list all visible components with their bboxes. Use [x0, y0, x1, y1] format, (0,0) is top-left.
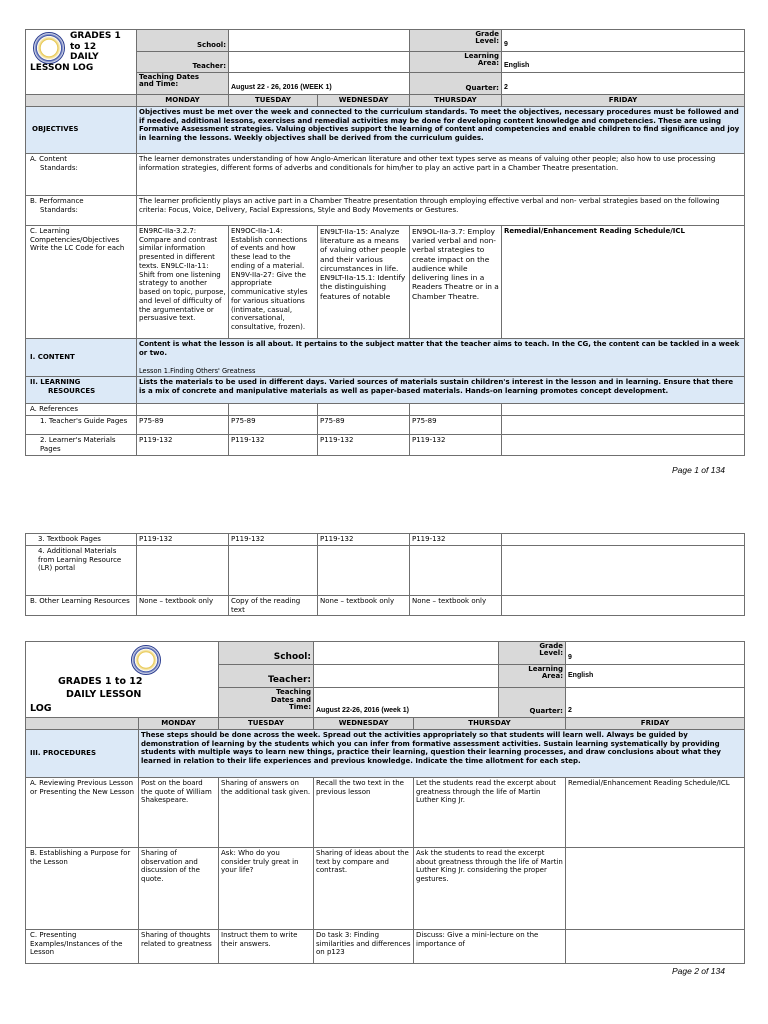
teaching-dates-label-2: Teaching Dates and Time:: [219, 688, 314, 718]
other-tuesday: Copy of the reading text: [229, 595, 318, 616]
textbook-tuesday: P119-132: [229, 534, 318, 546]
textbook-thursday: P119-132: [410, 534, 502, 546]
other-monday: None – textbook only: [137, 595, 229, 616]
procedure-b-thursday: Ask the students to read the excerpt about greatness through the life of Martin Luther King Jr. considering the proper gestures.: [414, 847, 566, 929]
objectives-heading: OBJECTIVES: [26, 106, 137, 153]
school-label: School:: [137, 30, 229, 52]
procedure-b-friday: [566, 847, 745, 929]
learning-resources-instruction: Lists the materials to be used in different days. Varied sources of materials sustain children's interest in the lesson and in learning. Ensure that there is a mix of concrete and manipulative materials as well as paper-based materials. Hands-on learning promotes concept development.: [137, 377, 745, 404]
lesson-log-table-1-continued: [25, 533, 745, 616]
content-standards-text: The learner demonstrates understanding of how Anglo-American literature and other text types serve as means of valuing other people; also how to use processing information strategies, different forms of adverbs and conditionals for him/her to play an active part in a Chamber Theatre presentation.: [137, 153, 745, 195]
grade-value[interactable]: 9: [502, 30, 745, 52]
performance-standards-label: B. Performance Standards:: [26, 195, 137, 225]
quarter-label-2: Quarter:: [499, 688, 566, 718]
other-wednesday: None – textbook only: [318, 595, 410, 616]
lm-friday: [502, 435, 745, 456]
day-friday-2: FRIDAY: [566, 718, 745, 730]
other-thursday: None – textbook only: [410, 595, 502, 616]
textbook-friday: [502, 534, 745, 546]
procedure-a-wednesday: Recall the two text in the previous lesson: [314, 777, 414, 847]
learning-area-value-2[interactable]: English: [566, 665, 745, 688]
quarter-value-2[interactable]: 2: [566, 688, 745, 718]
lm-thursday: P119-132: [410, 435, 502, 456]
day-thursday-2: THURSDAY: [414, 718, 566, 730]
teacher-field-2[interactable]: [314, 665, 499, 688]
teaching-dates-label: Teaching Dates and Time:: [137, 73, 229, 95]
school-field[interactable]: [229, 30, 410, 52]
teacher-field[interactable]: [229, 52, 410, 73]
procedure-b-wednesday: Sharing of ideas about the text by compare and contrast.: [314, 847, 414, 929]
objectives-instruction: Objectives must be met over the week and connected to the curriculum standards. To meet the objectives, necessary procedures must be followed and if needed, additional lessons, exercises and remedial activities may be done for developing content knowledge and competencies. These are using Formative Assessment strategies. Valuing objectives support the learning of content and competencies and enable children to find significance and joy in learning the lessons. Weekly objectives shall be derived from the curriculum guides.: [137, 106, 745, 153]
content-instruction: Content is what the lesson is all about. It pertains to the subject matter that the teacher aims to teach. In the CG, the content can be tackled in a week or two. Lesson 1.Finding Others' Greatness: [137, 338, 745, 377]
learning-area-label-2: Learning Area:: [499, 665, 566, 688]
competency-thursday: EN9OL-IIa-3.7: Employ varied verbal and non-verbal strategies to create impact on the audience while delivering lines in a Readers Theatre or in a Chamber Theatre.: [410, 225, 502, 338]
lm-monday: P119-132: [137, 435, 229, 456]
tg-friday: [502, 416, 745, 435]
day-tuesday: TUESDAY: [229, 95, 318, 107]
procedure-c-tuesday: Instruct them to write their answers.: [219, 929, 314, 963]
procedure-b-monday: Sharing of observation and discussion of the quote.: [139, 847, 219, 929]
lesson-log-table-1: [25, 29, 745, 456]
form-title: GRADES 1 to 12 DAILY LESSON LOG: [30, 31, 121, 73]
competency-wednesday: EN9LT-IIa-15: Analyze literature as a means of valuing other people and their various circumstances in life. EN9LT-IIa-15.1: Identify the distinguishing features of notable: [318, 225, 410, 338]
procedure-c-friday: [566, 929, 745, 963]
procedure-a-tuesday: Sharing of answers on the additional task given.: [219, 777, 314, 847]
competency-monday: EN9RC-IIa-3.2.7: Compare and contrast similar information presented in different texts. EN9LC-IIa-11: Shift from one listening strategy to another based on topic, purpose, and level of difficulty of the argumentative or persuasive text.: [137, 225, 229, 338]
grade-value-2[interactable]: 9: [566, 642, 745, 665]
quarter-value[interactable]: 2: [502, 73, 745, 95]
procedure-b-tuesday: Ask: Who do you consider truly great in your life?: [219, 847, 314, 929]
school-label-2: School:: [219, 642, 314, 665]
teacher-label: Teacher:: [137, 52, 229, 73]
learning-area-label: Learning Area:: [410, 52, 502, 73]
procedure-a-label: A. Reviewing Previous Lesson or Presenting the New Lesson: [26, 777, 139, 847]
tg-monday: P75-89: [137, 416, 229, 435]
grade-label: Grade Level:: [410, 30, 502, 52]
lm-wednesday: P119-132: [318, 435, 410, 456]
learners-materials-label: 2. Learner's Materials Pages: [26, 435, 137, 456]
textbook-wednesday: P119-132: [318, 534, 410, 546]
tg-thursday: P75-89: [410, 416, 502, 435]
day-thursday: THURSDAY: [410, 95, 502, 107]
school-field-2[interactable]: [314, 642, 499, 665]
procedure-b-label: B. Establishing a Purpose for the Lesson: [26, 847, 139, 929]
day-monday-2: MONDAY: [139, 718, 219, 730]
tg-wednesday: P75-89: [318, 416, 410, 435]
references-label: A. References: [26, 404, 137, 416]
day-monday: MONDAY: [137, 95, 229, 107]
procedure-a-thursday: Let the students read the excerpt about greatness through the life of Martin Luther King Jr.: [414, 777, 566, 847]
day-wednesday: WEDNESDAY: [318, 95, 410, 107]
lesson-title: Lesson 1.Finding Others' Greatness: [139, 367, 256, 376]
teachers-guide-label: 1. Teacher's Guide Pages: [26, 416, 137, 435]
page-number-2: Page 2 of 134: [672, 966, 725, 976]
competency-tuesday: EN9OC-IIa-1.4: Establish connections of events and how these lead to the ending of a material. EN9V-IIa-27: Give the appropriate communicative styles for various situations (intimate, casual, conversational, consultative, frozen).: [229, 225, 318, 338]
learning-resources-heading: II. LEARNING RESOURCES: [26, 377, 137, 404]
teaching-dates-value-2[interactable]: August 22-26, 2016 (week 1): [314, 688, 499, 718]
teaching-dates-value[interactable]: August 22 - 26, 2016 (WEEK 1): [229, 73, 410, 95]
procedures-heading: III. PROCEDURES: [26, 729, 139, 777]
day-friday: FRIDAY: [502, 95, 745, 107]
competency-friday: Remedial/Enhancement Reading Schedule/ICL: [502, 225, 745, 338]
additional-materials-label: 4. Additional Materials from Learning Resource (LR) portal: [26, 545, 137, 595]
learning-area-value[interactable]: English: [502, 52, 745, 73]
grade-label-2: Grade Level:: [499, 642, 566, 665]
textbook-monday: P119-132: [137, 534, 229, 546]
procedure-c-label: C. Presenting Examples/Instances of the Lesson: [26, 929, 139, 963]
lm-tuesday: P119-132: [229, 435, 318, 456]
day-tuesday-2: TUESDAY: [219, 718, 314, 730]
day-wednesday-2: WEDNESDAY: [314, 718, 414, 730]
teacher-label-2: Teacher:: [219, 665, 314, 688]
procedure-c-wednesday: Do task 3: Finding similarities and differences on p123: [314, 929, 414, 963]
other-friday: [502, 595, 745, 616]
procedure-c-monday: Sharing of thoughts related to greatness: [139, 929, 219, 963]
tg-tuesday: P75-89: [229, 416, 318, 435]
procedure-a-monday: Post on the board the quote of William Shakespeare.: [139, 777, 219, 847]
textbook-pages-label: 3. Textbook Pages: [26, 534, 137, 546]
procedures-instruction: These steps should be done across the week. Spread out the activities appropriately so that students will learn well. Always be guided by demonstration of learning by the students which you can infer from formative assessment activities. Sustain learning systematically by providing students with multiple ways to learn new things, practice their learning, question their learning processes, and draw conclusions about what they learned in relation to their life experiences and previous knowledge. Indicate the time allotment for each step.: [139, 729, 745, 777]
quarter-label: Quarter:: [410, 73, 502, 95]
form-title-2: GRADES 1 to 12 DAILY LESSON LOG: [30, 676, 143, 714]
page-number-1: Page 1 of 134: [672, 465, 725, 475]
content-heading: I. CONTENT: [26, 338, 137, 377]
other-resources-label: B. Other Learning Resources: [26, 595, 137, 616]
content-standards-label: A. Content Standards:: [26, 153, 137, 195]
procedure-a-friday: Remedial/Enhancement Reading Schedule/ICL: [566, 777, 745, 847]
lesson-log-table-2: [25, 641, 745, 964]
competencies-label: C. Learning Competencies/Objectives Write the LC Code for each: [26, 225, 137, 338]
procedure-c-thursday: Discuss: Give a mini-lecture on the importance of: [414, 929, 566, 963]
performance-standards-text: The learner proficiently plays an active part in a Chamber Theatre presentation through employing effective verbal and non- verbal strategies based on the following criteria: Focus, Voice, Delivery, Facial Expressions, Style and Body Movements or Gestures.: [137, 195, 745, 225]
